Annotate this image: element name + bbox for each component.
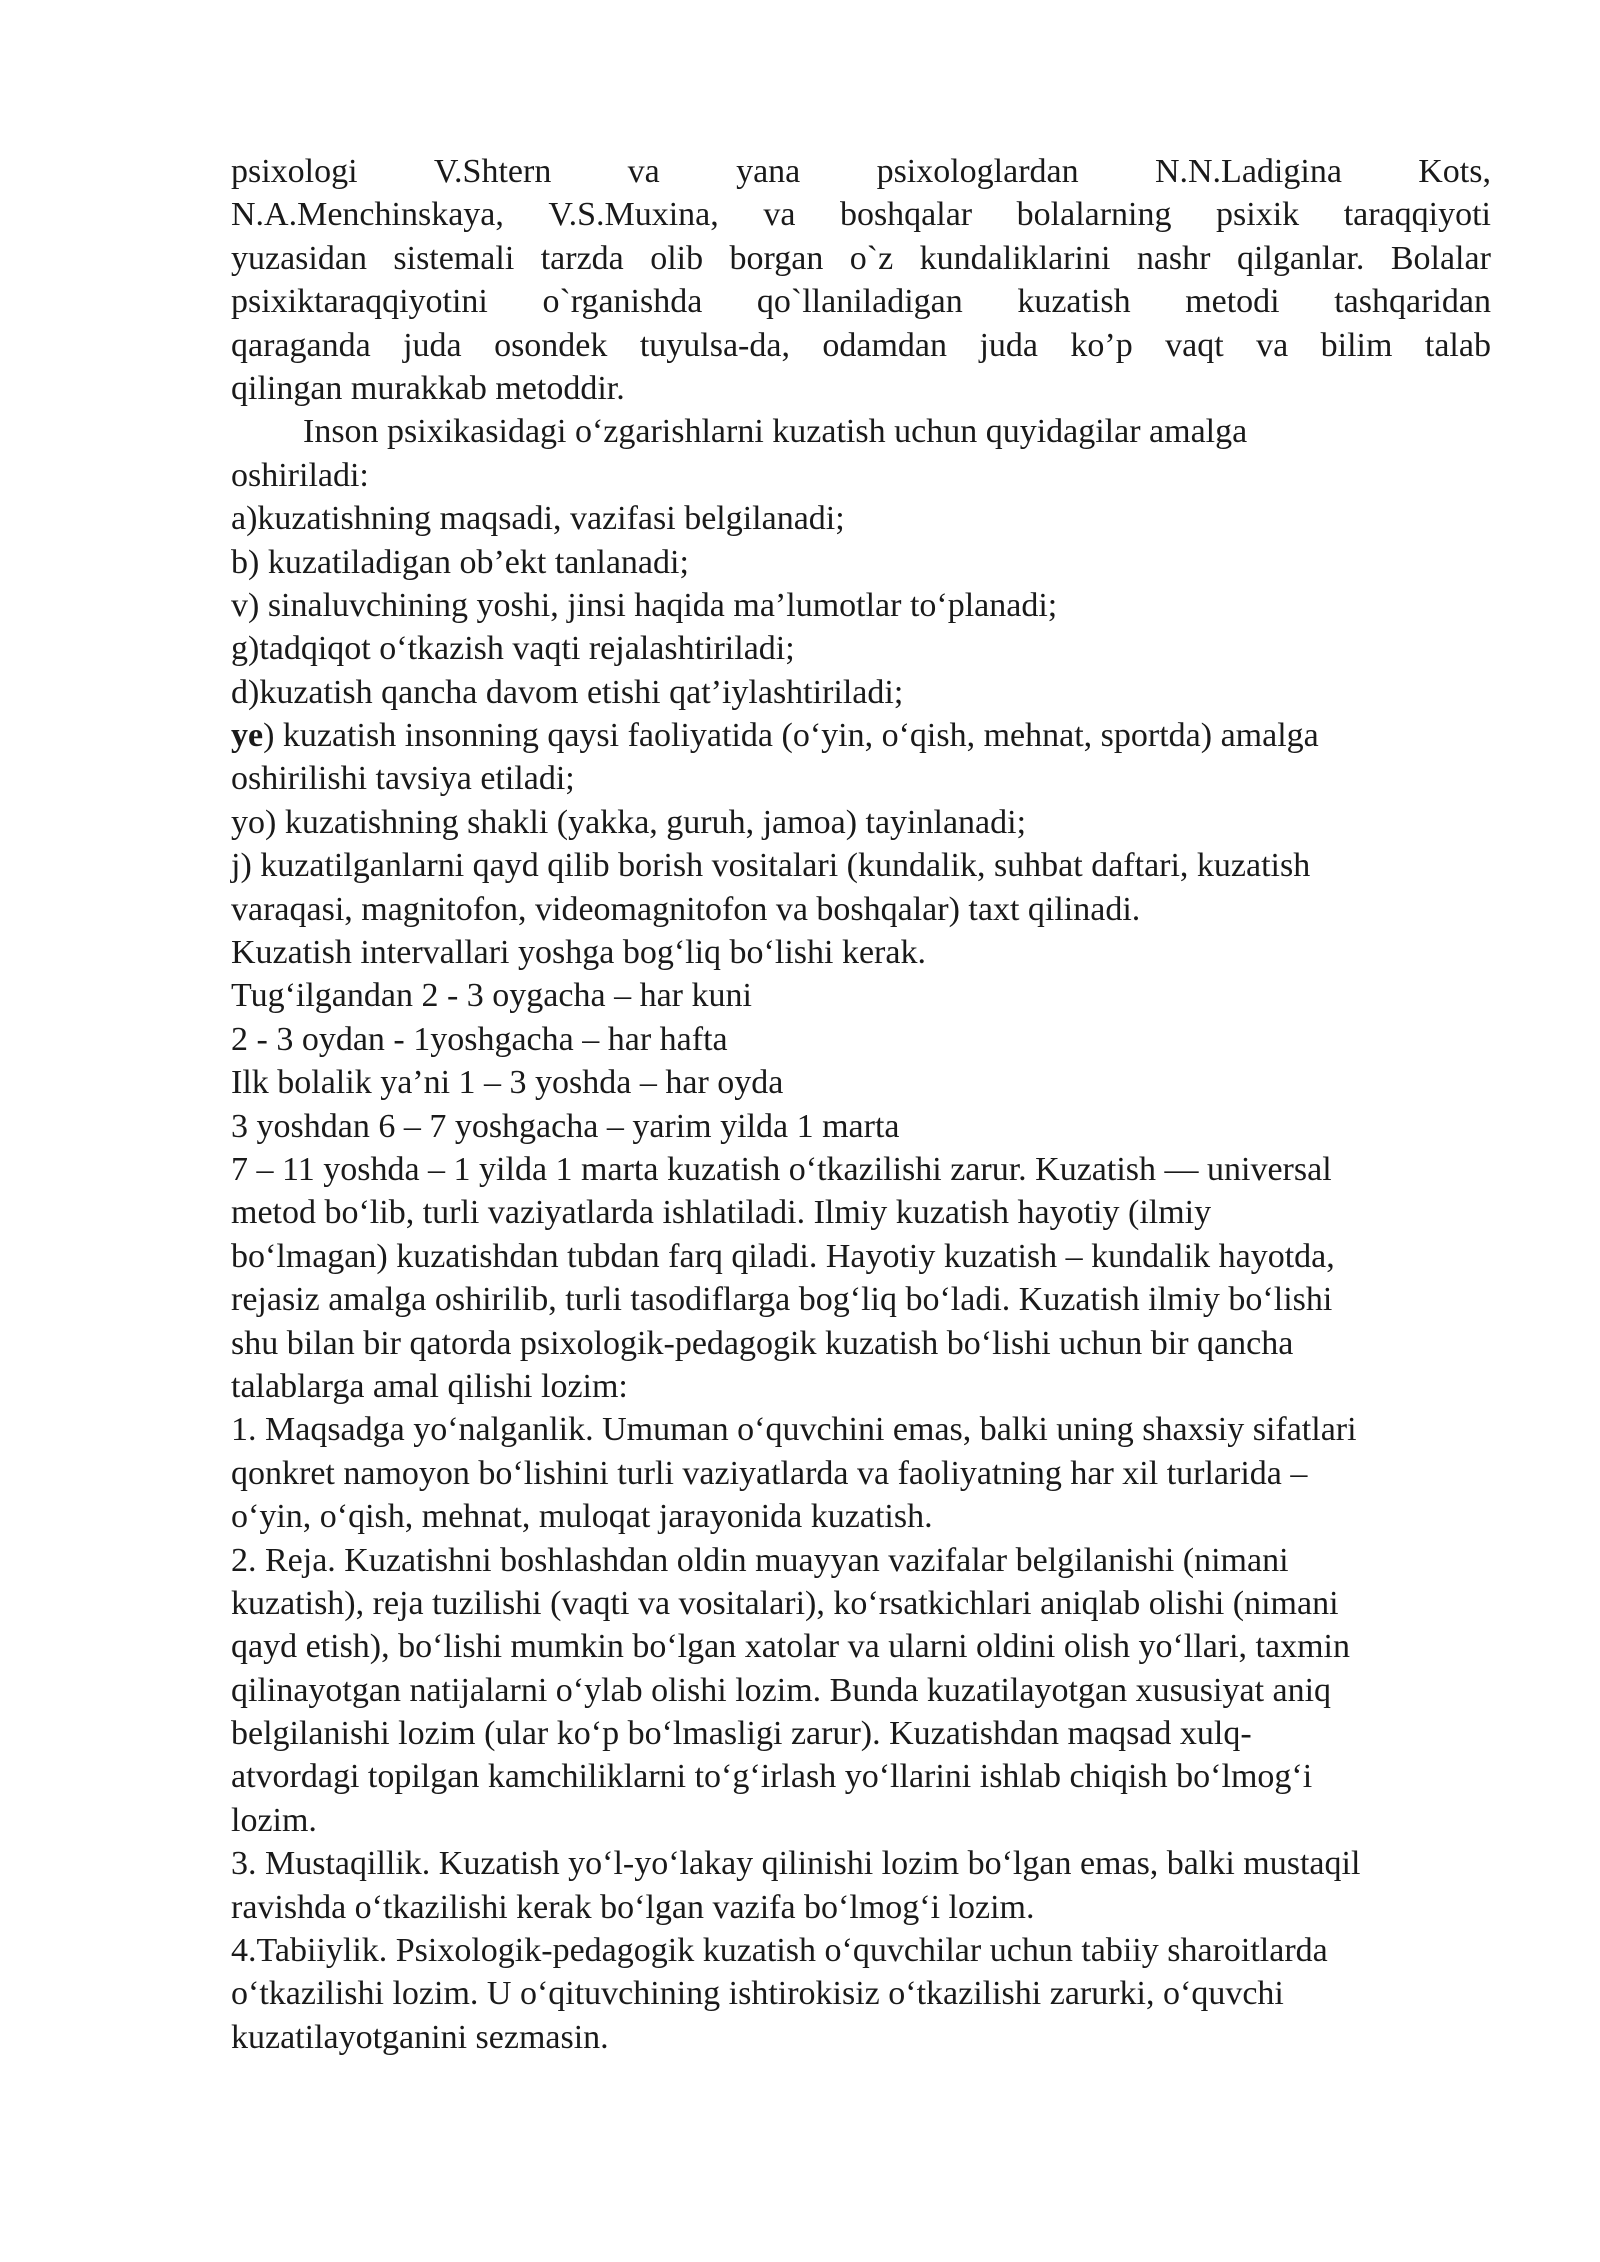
list-item-yo: yo) kuzatishning shakli (yakka, guruh, jamoa) tayinlanadi; <box>231 803 1027 841</box>
intervals-heading: Kuzatish intervallari yoshga bog‘liq bo‘lishi kerak. <box>231 934 926 972</box>
list-item-d: d)kuzatish qancha davom etishi qat’iylashtiriladi; <box>231 673 904 711</box>
req2-line: 2. Reja. Kuzatishni boshlashdan oldin muayyan vazifalar belgilanishi (nimani <box>231 1541 1289 1579</box>
body-line: rejasiz amalga oshirilib, turli tasodiflarga bog‘liq bo‘ladi. Kuzatish ilmiy bo‘lishi <box>231 1281 1333 1319</box>
list-item-ye-text: ) kuzatish insonning qaysi faoliyatida (o‘yin, o‘qish, mehnat, sportda) amalga <box>263 717 1319 755</box>
list-item-b: b) kuzatiladigan ob’ekt tanlanadi; <box>231 543 689 581</box>
justified-word: qaraganda <box>231 326 371 364</box>
list-item-a: a)kuzatishning maqsadi, vazifasi belgilanadi; <box>231 500 845 538</box>
justified-word: qo`llaniladigan <box>756 283 963 321</box>
req3-line: 3. Mustaqillik. Kuzatish yo‘l-yo‘lakay qilinishi lozim bo‘lgan emas, balki mustaqil <box>231 1845 1361 1883</box>
document-body <box>231 150 1491 2059</box>
intro-line-3 <box>231 237 1491 280</box>
justified-word: Bolalar <box>1390 239 1491 277</box>
justified-word: sistemali <box>393 239 515 277</box>
req4-line: o‘tkazilishi lozim. U o‘qituvchining ishtirokisiz o‘tkazilishi zarurki, o‘quvchi <box>231 1975 1284 2013</box>
justified-word: V.S.Muxina, <box>548 196 719 234</box>
interval-item: 2 - 3 oydan - 1yoshgacha – har hafta <box>231 1020 728 1058</box>
intro-line-5 <box>231 324 1491 367</box>
req2-line: kuzatish), reja tuzilishi (vaqti va vositalari), ko‘rsatkichlari aniqlab olishi (nimani <box>231 1584 1339 1622</box>
justified-word: o`rganishda <box>542 283 703 321</box>
justified-word: psixik <box>1216 196 1300 234</box>
justified-word: tashqaridan <box>1334 283 1491 321</box>
req4-line: kuzatilayotganini sezmasin. <box>231 2018 609 2056</box>
req4-line: 4.Tabiiylik. Psixologik-pedagogik kuzatish o‘quvchilar uchun tabiiy sharoitlarda <box>231 1932 1328 1970</box>
justified-word: kuzatish <box>1017 283 1131 321</box>
para2-line-1: Inson psixikasidagi o‘zgarishlarni kuzatish uchun quyidagilar amalga <box>303 413 1248 451</box>
list-item-ye-line-2: oshirilishi tavsiya etiladi; <box>231 760 575 798</box>
intro-word: V.Shtern <box>433 153 552 190</box>
intro-word: yana <box>736 153 801 190</box>
justified-word: va <box>763 196 796 234</box>
justified-word: kundaliklarini <box>919 239 1111 277</box>
justified-word: talab <box>1424 326 1491 364</box>
justified-word: metodi <box>1185 283 1280 321</box>
req1-line: 1. Maqsadga yo‘nalganlik. Umuman o‘quvchini emas, balki uning shaxsiy sifatlari <box>231 1411 1357 1449</box>
intro-word: Kots, <box>1418 153 1491 190</box>
para2-line-2: oshiriladi: <box>231 456 369 494</box>
req2-line: qayd etish), bo‘lishi mumkin bo‘lgan xatolar va ularni oldini olish yo‘llari, taxmin <box>231 1628 1350 1666</box>
list-item-ye <box>231 714 1491 757</box>
req2-line: lozim. <box>231 1801 317 1839</box>
justified-word: va <box>1256 326 1289 364</box>
list-item-j-line-1: j) kuzatilganlarni qayd qilib borish vositalari (kundalik, suhbat daftari, kuzatish <box>231 847 1311 885</box>
interval-item: 7 – 11 yoshda – 1 yilda 1 marta kuzatish o‘tkazilishi zarur. Kuzatish — universal <box>231 1150 1332 1188</box>
body-line: talablarga amal qilishi lozim: <box>231 1367 628 1405</box>
list-item-j-line-2: varaqasi, magnitofon, videomagnitofon va boshqalar) taxt qilinadi. <box>231 890 1141 928</box>
justified-word: bilim <box>1320 326 1393 364</box>
intro-line-2 <box>231 193 1491 236</box>
body-line: shu bilan bir qatorda psixologik-pedagogik kuzatish bo‘lishi uchun bir qancha <box>231 1324 1294 1362</box>
justified-word: olib <box>650 239 704 277</box>
intro-word: psixologi <box>231 153 358 190</box>
justified-word: borgan <box>729 239 824 277</box>
justified-word: vaqt <box>1165 326 1224 364</box>
justified-word: tarzda <box>540 239 624 277</box>
justified-word: bolalarning <box>1016 196 1172 234</box>
justified-word: ko’p <box>1070 326 1133 364</box>
interval-item: Ilk bolalik ya’ni 1 – 3 yoshda – har oyda <box>231 1064 784 1102</box>
interval-item: 3 yoshdan 6 – 7 yoshgacha – yarim yilda 1 marta <box>231 1107 900 1145</box>
intro-line-4 <box>231 280 1491 323</box>
justified-word: juda <box>979 326 1038 364</box>
interval-item: Tug‘ilgandan 2 - 3 oygacha – har kuni <box>231 977 752 1015</box>
req2-line: qilinayotgan natijalarni o‘ylab olishi lozim. Bunda kuzatilayotgan xususiyat aniq <box>231 1671 1332 1709</box>
justified-word: tuyulsa-da, <box>639 326 790 364</box>
justified-word: nashr <box>1136 239 1211 277</box>
justified-word: odamdan <box>822 326 948 364</box>
justified-word: o`z <box>849 239 894 277</box>
list-item-ye-label: ye <box>231 717 264 755</box>
req2-line: atvordagi topilgan kamchiliklarni to‘g‘irlash yo‘llarini ishlab chiqish bo‘lmog‘i <box>231 1758 1313 1796</box>
justified-word: osondek <box>494 326 608 364</box>
intro-line-1 <box>231 150 1491 193</box>
justified-word: taraqqiyoti <box>1343 196 1491 234</box>
justified-word: yuzasidan <box>231 239 367 277</box>
req3-line: ravishda o‘tkazilishi kerak bo‘lgan vazifa bo‘lmog‘i lozim. <box>231 1888 1035 1926</box>
body-line: metod bo‘lib, turli vaziyatlarda ishlatiladi. Ilmiy kuzatish hayotiy (ilmiy <box>231 1194 1212 1232</box>
req2-line: belgilanishi lozim (ular ko‘p bo‘lmasligi zarur). Kuzatishdan maqsad xulq- <box>231 1715 1252 1753</box>
justified-word: qilganlar. <box>1236 239 1365 277</box>
body-line: bo‘lmagan) kuzatishdan tubdan farq qiladi. Hayotiy kuzatish – kundalik hayotda, <box>231 1237 1335 1275</box>
justified-word: boshqalar <box>839 196 973 234</box>
intro-word: psixologlardan <box>876 153 1079 190</box>
intro-line-6: qilingan murakkab metoddir. <box>231 369 625 407</box>
req1-line: qonkret namoyon bo‘lishini turli vaziyatlarda va faoliyatning har xil turlarida – <box>231 1454 1308 1492</box>
intro-word: N.N.Ladigina <box>1154 153 1342 190</box>
list-item-g: g)tadqiqot o‘tkazish vaqti rejalashtiriladi; <box>231 630 795 668</box>
justified-word: psixiktaraqqiyotini <box>231 283 488 321</box>
intro-word: va <box>627 153 660 190</box>
justified-word: juda <box>403 326 462 364</box>
justified-word: N.A.Menchinskaya, <box>231 196 504 234</box>
list-item-v: v) sinaluvchining yoshi, jinsi haqida ma’lumotlar to‘planadi; <box>231 586 1058 624</box>
req1-line: o‘yin, o‘qish, mehnat, muloqat jarayonida kuzatish. <box>231 1498 933 1536</box>
